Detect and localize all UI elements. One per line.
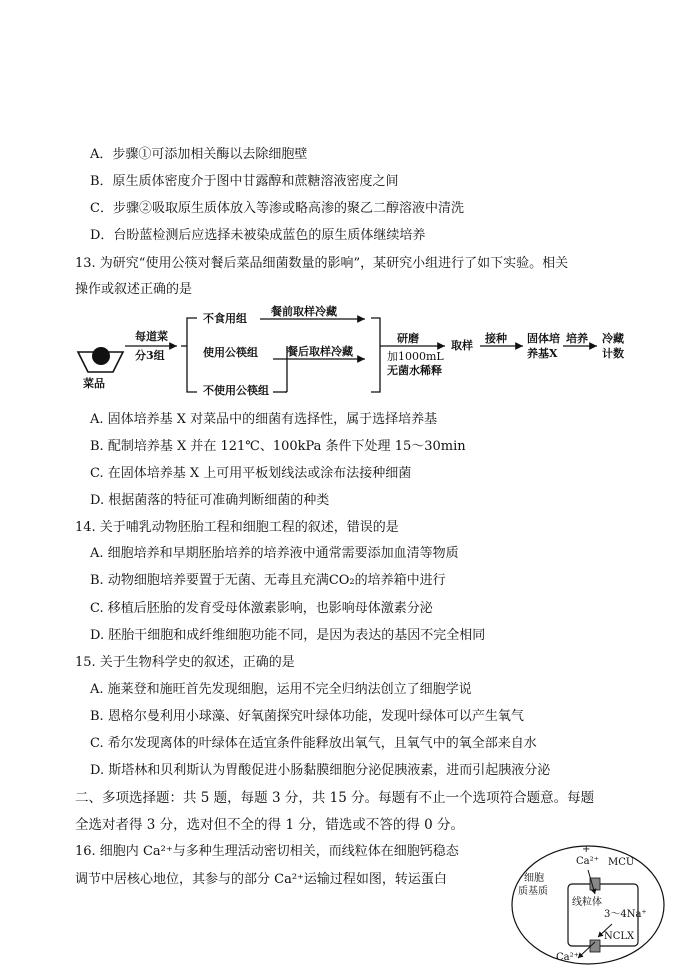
flow-medium-line2: 养基X <box>527 347 558 360</box>
section2-line2: 全选对者得 3 分，选对但不全的得 1 分，错选或不答的得 0 分。 <box>75 817 465 833</box>
q16-line2: 调节中居核心地位，其参与的部分 Ca²⁺运输过程如图，转运蛋白 <box>75 872 447 887</box>
q15-stem: 15. 关于生物科学史的叙述，正确的是 <box>75 655 295 670</box>
cell-plus: + <box>582 844 591 855</box>
q15-option-d: D. 斯塔林和贝利斯认为胃酸促进小肠黏膜细胞分泌促胰液素，进而引起胰液分泌 <box>90 763 551 778</box>
q15-option-c: C. 希尔发现离体的叶绿体在适宜条件能释放出氧气，且氧气中的氧全部来自水 <box>90 736 537 751</box>
flow-group1: 不食用组 <box>203 312 247 325</box>
section2-line1: 二、多项选择题：共 5 题，每题 3 分，共 15 分。每题有不止一个选项符合题意。每题 <box>75 790 595 806</box>
q14-option-c: C. 移植后胚胎的发育受母体激素影响，也影响母体激素分泌 <box>90 601 433 616</box>
q15-option-b: B. 恩格尔曼利用小球藻、好氧菌探究叶绿体功能，发现叶绿体可以产生氧气 <box>90 709 524 724</box>
flow-result-line1: 冷藏 <box>602 332 624 345</box>
flow-food-label: 菜品 <box>83 377 105 390</box>
cell-na: 3～4Na⁺ <box>604 909 647 920</box>
q13-stem-line1: 13. 为研究“使用公筷对餐后菜品细菌数量的影响”，某研究小组进行了如下实验。相关 <box>75 256 569 271</box>
q15-option-a: A. 施莱登和施旺首先发现细胞，运用不完全归纳法创立了细胞学说 <box>90 682 472 697</box>
q12-option-b: B．原生质体密度介于图中甘露醇和蔗糖溶液密度之间 <box>90 174 399 189</box>
q14-stem: 14. 关于哺乳动物胚胎工程和细胞工程的叙述，错误的是 <box>75 520 399 535</box>
q14-option-b: B. 动物细胞培养要置于无菌、无毒且充满CO₂的培养箱中进行 <box>90 573 446 588</box>
q12-option-d: D．台盼蓝检测后应选择未被染成蓝色的原生质体继续培养 <box>90 228 426 243</box>
q16-cell-diagram <box>508 842 668 967</box>
q12-option-a: A．步骤①可添加相关酶以去除细胞壁 <box>90 147 308 162</box>
q13-option-a: A. 固体培养基 X 对菜品中的细菌有选择性，属于选择培养基 <box>90 412 438 427</box>
cell-nclx: NCLX <box>604 931 635 942</box>
q13-stem-line2: 操作或叙述正确的是 <box>75 282 193 297</box>
flow-group2: 使用公筷组 <box>203 346 258 359</box>
flow-culture: 培养 <box>566 332 588 345</box>
cell-ca-top: Ca²⁺ <box>576 856 599 867</box>
flow-result-line2: 计数 <box>602 347 624 360</box>
flow-grind: 研磨 <box>397 332 419 345</box>
flow-after-meal: 餐后取样冷藏 <box>287 345 353 358</box>
q13-option-c: C. 在固体培养基 X 上可用平板划线法或涂布法接种细菌 <box>90 466 412 481</box>
q16-line1: 16. 细胞内 Ca²⁺与多种生理活动密切相关，而线粒体在细胞钙稳态 <box>75 844 459 859</box>
cell-matrix-line1: 细胞 <box>524 873 544 884</box>
flow-sample: 取样 <box>451 339 473 352</box>
cell-ca-bottom: Ca²⁺ <box>556 952 579 963</box>
q13-option-d: D. 根据菌落的特征可准确判断细菌的种类 <box>90 493 330 508</box>
flow-add-line2: 无菌水稀释 <box>387 364 442 377</box>
flow-split-line1: 每道菜 <box>135 330 168 343</box>
q13-option-b: B. 配制培养基 X 并在 121℃、100kPa 条件下处理 15～30min <box>90 439 466 454</box>
flow-group3: 不使用公筷组 <box>203 384 269 397</box>
flow-split-line2: 分3组 <box>135 349 165 362</box>
q14-option-a: A. 细胞培养和早期胚胎培养的培养液中通常需要添加血清等物质 <box>90 546 459 561</box>
cell-matrix-line2: 质基质 <box>518 886 548 897</box>
q14-option-d: D. 胚胎干细胞和成纤维细胞功能不同，是因为表达的基因不完全相同 <box>90 628 486 643</box>
flow-add-line1: 加1000mL <box>387 350 444 363</box>
q13-flow-diagram <box>75 304 635 404</box>
cell-mcu: MCU <box>608 857 635 868</box>
flow-medium-line1: 固体培 <box>527 332 560 345</box>
cell-mito: 线粒体 <box>572 897 602 908</box>
q12-option-c: C．步骤②吸取原生质体放入等渗或略高渗的聚乙二醇溶液中清洗 <box>90 201 464 216</box>
flow-inoculate: 接种 <box>485 332 507 345</box>
flow-before-meal: 餐前取样冷藏 <box>271 305 337 318</box>
